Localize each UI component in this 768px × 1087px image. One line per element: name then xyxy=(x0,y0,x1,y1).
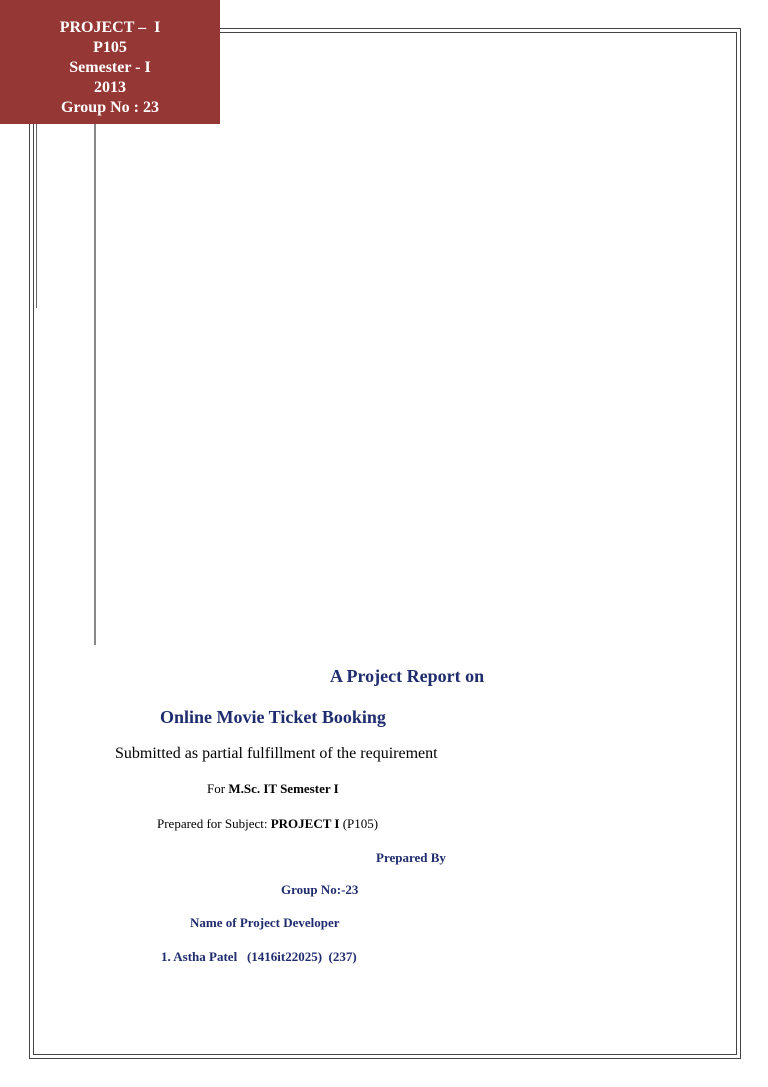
for-prefix: For xyxy=(207,781,229,796)
prepared-for-prefix: Prepared for Subject: xyxy=(157,816,271,831)
project-subject: Online Movie Ticket Booking xyxy=(160,707,386,727)
tab-line-semester: Semester - I xyxy=(69,59,151,76)
left-rule xyxy=(94,118,96,645)
tab-line-project: PROJECT – I xyxy=(59,19,161,36)
left-rule-thin xyxy=(36,118,37,308)
course-name: M.Sc. IT Semester I xyxy=(228,781,339,796)
tab-line-year: 2013 xyxy=(94,79,126,96)
submitted-text: Submitted as partial fulfillment of the requirement xyxy=(115,745,438,762)
for-line xyxy=(207,781,339,797)
prepared-for-code: (P105) xyxy=(339,816,379,831)
page-border-inner xyxy=(33,32,737,1055)
header-tab xyxy=(0,0,220,124)
prepared-for-subject: PROJECT I xyxy=(270,816,340,831)
tab-line-group: Group No : 23 xyxy=(61,99,159,116)
group-number: Group No:-23 xyxy=(281,882,359,897)
prepared-by-heading: Prepared By xyxy=(376,850,446,865)
member-entry: 1. Astha Patel (1416it22025) (237) xyxy=(161,949,357,964)
report-title: A Project Report on xyxy=(330,666,485,686)
developer-heading: Name of Project Developer xyxy=(190,915,340,930)
prepared-for-line xyxy=(157,816,378,832)
tab-line-code: P105 xyxy=(93,39,127,56)
